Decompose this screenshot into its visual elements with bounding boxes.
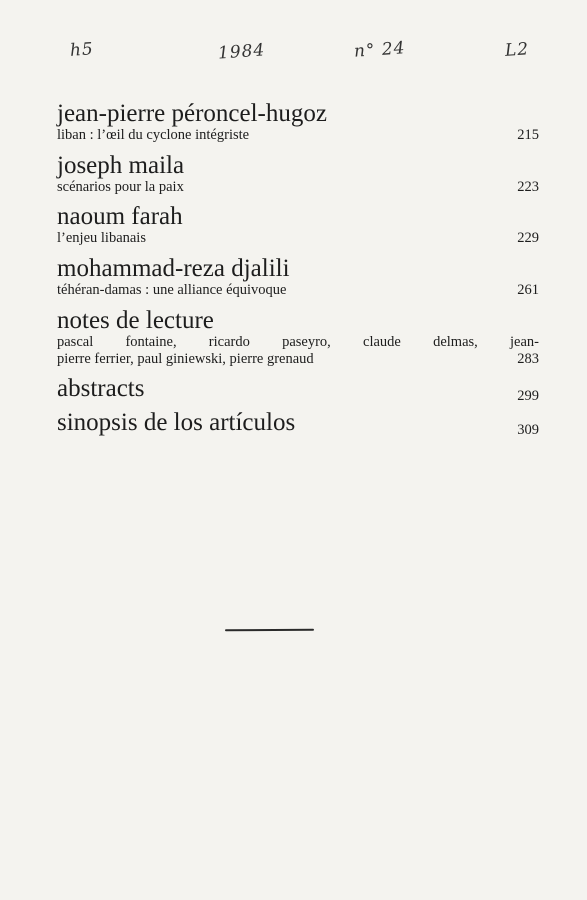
toc-subline <box>57 127 539 144</box>
toc-title-line-2: pierre ferrier, paul giniewski, pierre grenaud <box>57 351 314 367</box>
toc-author: joseph maila <box>57 152 185 179</box>
toc-page-number: 229 <box>517 230 539 246</box>
handwritten-annotations <box>0 38 587 78</box>
toc-subline <box>57 179 539 196</box>
toc-entry[interactable] <box>57 376 539 410</box>
handwritten-note-2: 1984 <box>217 40 266 64</box>
toc-entry[interactable] <box>57 308 539 376</box>
toc-entry[interactable] <box>57 204 539 256</box>
toc-entry[interactable] <box>57 101 539 153</box>
table-of-contents <box>57 101 539 444</box>
toc-subline <box>57 230 539 247</box>
toc-author: mohammad-reza djalili <box>57 255 290 282</box>
toc-title: l’enjeu libanais <box>57 230 146 246</box>
toc-title-line-1: pascal fontaine, ricardo paseyro, claude delmas, jean- <box>57 334 539 350</box>
toc-entry[interactable] <box>57 153 539 204</box>
toc-author: abstracts <box>57 375 145 402</box>
toc-page-number: 223 <box>517 179 539 195</box>
toc-page-number: 299 <box>517 388 539 404</box>
toc-entry[interactable] <box>57 410 539 444</box>
handwritten-note-3: n° 24 <box>353 38 407 62</box>
decorative-rule <box>225 629 314 632</box>
toc-entry[interactable] <box>57 256 539 308</box>
toc-title: scénarios pour la paix <box>57 179 184 195</box>
handwritten-note-4: L2 <box>504 39 530 61</box>
toc-subline <box>57 334 539 368</box>
toc-author: jean-pierre péroncel-hugoz <box>57 100 327 127</box>
handwritten-note-1: h5 <box>69 39 95 61</box>
toc-author: notes de lecture <box>57 307 214 334</box>
toc-page-number: 309 <box>517 422 539 438</box>
toc-subline <box>57 282 539 299</box>
toc-page-number: 215 <box>517 127 539 143</box>
toc-title: téhéran-damas : une alliance équivoque <box>57 282 287 298</box>
toc-page-number: 261 <box>517 282 539 298</box>
toc-page-number: 283 <box>517 351 539 367</box>
toc-author: naoum farah <box>57 203 183 230</box>
toc-author: sinopsis de los artículos <box>57 409 296 436</box>
toc-title: liban : l’œil du cyclone intégriste <box>57 127 250 143</box>
